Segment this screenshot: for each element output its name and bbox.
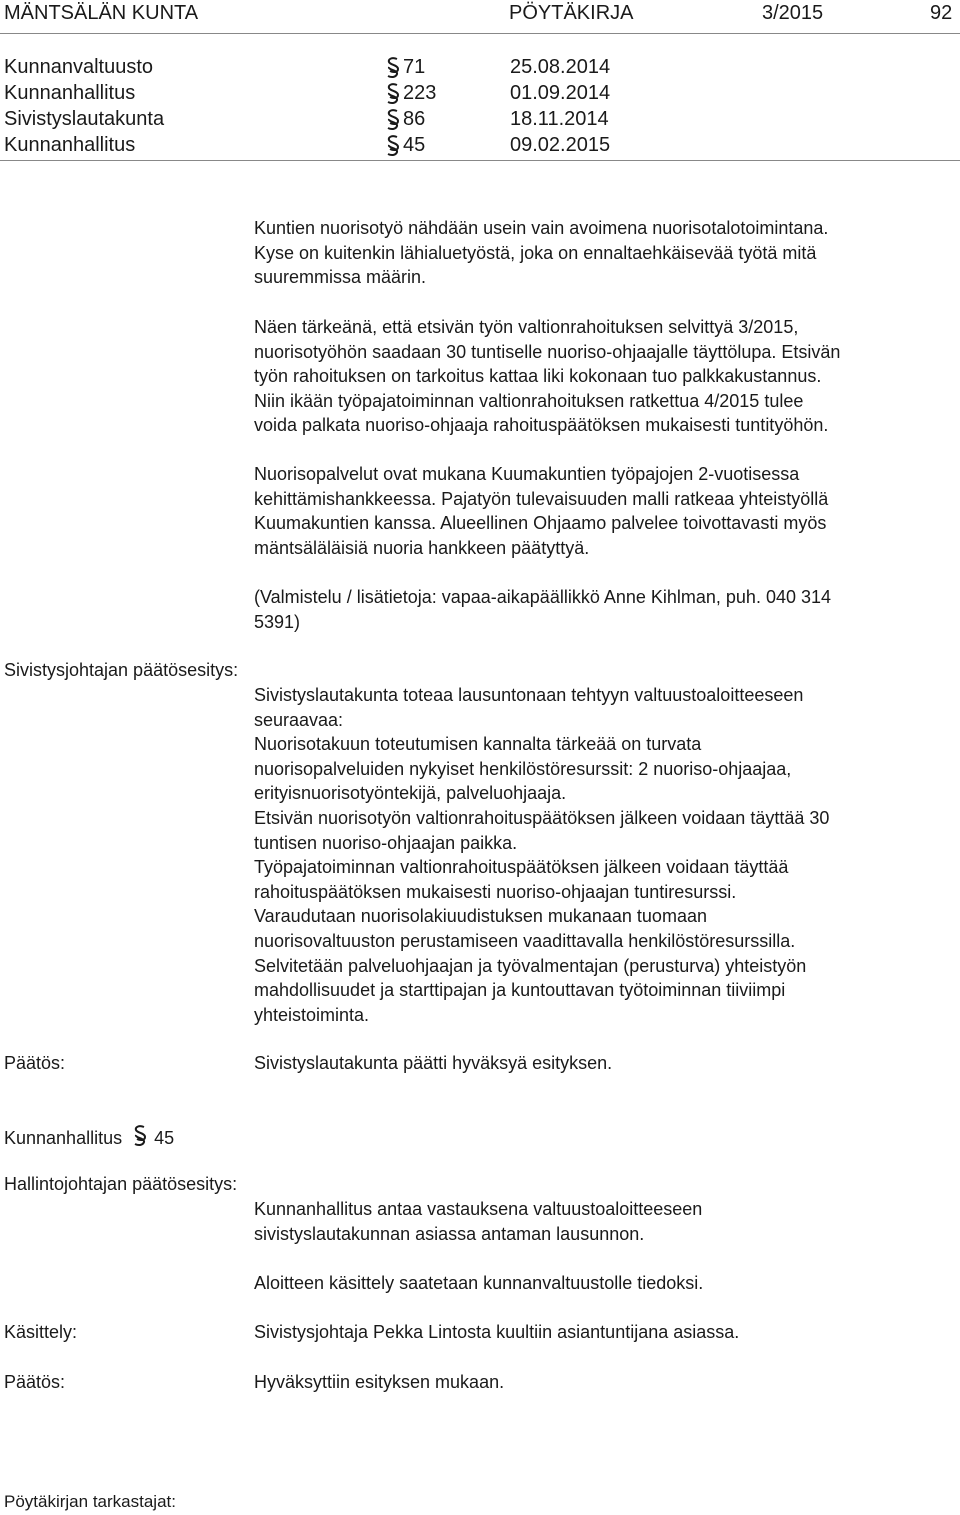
text-line: Niin ikään työpajatoiminnan valtionrahoituksen ratkettua 4/2015 tulee (254, 390, 804, 411)
text-line: voida palkata nuoriso-ohjaaja rahoituspäätöksen mukaisesti tuntityöhön. (254, 415, 829, 436)
text-line: nuorisotyöhön saadaan 30 tuntiselle nuoriso-ohjaajalle täyttölupa. Etsivän (254, 341, 841, 362)
text-line: nuorisovaltuuston perustamiseen vaadittavalla henkilöstöresurssilla. (254, 930, 796, 951)
municipality-name: MÄNTSÄLÄN KUNTA (4, 2, 199, 24)
text-line: Nuorisopalvelut ovat mukana Kuumakuntien työpajojen 2-vuotisessa (254, 464, 800, 484)
reference-body: Sivistyslautakunta (4, 108, 165, 130)
section-sign-icon (384, 108, 402, 134)
paragraph-nuorisotyo (254, 216, 828, 290)
reference-section: 45 (403, 134, 426, 156)
text-line: Etsivän nuorisotyön valtionrahoituspäätöksen jälkeen voidaan täyttää 30 (254, 807, 830, 828)
proposal-label: Sivistysjohtajan päätösesitys: (4, 660, 239, 680)
reference-section: 223 (403, 82, 437, 104)
text-line: Sivistyslautakunta toteaa lausuntonaan tehtyyn valtuustoaloitteeseen (254, 685, 804, 705)
section-sign-icon (384, 134, 402, 160)
text-line: Työpajatoiminnan valtionrahoituspäätöksen jälkeen voidaan täyttää (254, 857, 789, 878)
section-sign-icon (384, 56, 402, 82)
text-line: työn rahoituksen on tarkoitus kattaa liki kokonaan tuo palkkakustannus. (254, 366, 822, 387)
handling-text: Sivistysjohtaja Pekka Lintosta kuultiin asiantuntijana asiassa. (254, 1322, 740, 1342)
decision2-text: Hyväksyttiin esityksen mukaan. (254, 1372, 505, 1392)
decision2-label: Päätös: (4, 1372, 66, 1392)
proposal-text (254, 683, 829, 1027)
reference-body: Kunnanhallitus (4, 134, 136, 156)
reference-date: 01.09.2014 (510, 82, 611, 104)
reference-body: Kunnanvaltuusto (4, 56, 154, 78)
reference-section: 71 (403, 56, 426, 78)
decision-label: Päätös: (4, 1053, 66, 1073)
reference-divider (0, 160, 960, 161)
footer-reviewers-label: Pöytäkirjan tarkastajat: (4, 1492, 176, 1511)
proposal2-extra: Aloitteen käsittely saatetaan kunnanvaltuustolle tiedoksi. (254, 1273, 704, 1293)
text-line: rahoituspäätöksen mukaisesti nuoriso-ohjaajan tuntiresurssi. (254, 881, 737, 902)
text-line: Selvitetään palveluohjaajan ja työvalmentajan (perusturva) yhteistyön (254, 955, 807, 976)
page-number: 92 (930, 2, 953, 24)
text-line: yhteistoiminta. (254, 1004, 370, 1025)
reference-date: 25.08.2014 (510, 56, 611, 78)
text-line: nuorisopalveluiden nykyiset henkilöstöresurssit: 2 nuoriso-ohjaajaa, (254, 758, 792, 779)
section-sign-icon (131, 1124, 149, 1148)
text-line: Kuumakuntien kanssa. Alueellinen Ohjaamo palvelee toivottavasti myös (254, 513, 827, 534)
text-line: suuremmissa määrin. (254, 267, 427, 288)
text-line: (Valmistelu / lisätietoja: vapaa-aikapäällikkö Anne Kihlman, puh. 040 314 (254, 587, 832, 607)
text-line: erityisnuorisotyöntekijä, palveluohjaaja. (254, 783, 567, 804)
text-line: tuntisen nuoriso-ohjaajan paikka. (254, 832, 518, 853)
text-line: Kuntien nuorisotyö nähdään usein vain avoimena nuorisotalotoimintana. (254, 218, 829, 238)
text-line: Nuorisotakuun toteutumisen kannalta tärkeää on turvata (254, 734, 702, 755)
text-line: mahdollisuudet ja starttipajan ja kuntouttavan työtoiminnan tiiviimpi (254, 980, 786, 1001)
text-line: kehittämishankkeessa. Pajatyön tulevaisuuden malli ratkeaa yhteistyöllä (254, 488, 829, 509)
text-line: Kyse on kuitenkin lähialuetyöstä, joka on ennaltaehkäisevää työtä mitä (254, 242, 817, 263)
proposal2-text (254, 1197, 702, 1246)
reference-date: 18.11.2014 (510, 108, 609, 130)
reference-body: Kunnanhallitus (4, 82, 136, 104)
kh-section-heading (4, 1124, 174, 1151)
paragraph-kuumakunnat (254, 462, 828, 560)
document-number: 3/2015 (762, 2, 824, 24)
text-line: Kunnanhallitus antaa vastauksena valtuustoaloitteeseen (254, 1199, 703, 1219)
paragraph-valmistelu (254, 585, 831, 634)
text-line: sivistyslautakunnan asiassa antaman lausunnon. (254, 1223, 645, 1244)
reference-section: 86 (403, 108, 426, 130)
text-line: Näen tärkeänä, että etsivän työn valtionrahoituksen selvittyä 3/2015, (254, 317, 799, 337)
document-type: PÖYTÄKIRJA (509, 2, 634, 24)
header-divider (0, 33, 960, 34)
kh-body: Kunnanhallitus (4, 1128, 123, 1148)
decision-text: Sivistyslautakunta päätti hyväksyä esityksen. (254, 1053, 613, 1073)
text-line: Varaudutaan nuorisolakiuudistuksen mukanaan tuomaan (254, 906, 707, 927)
proposal2-label: Hallintojohtajan päätösesitys: (4, 1174, 238, 1194)
text-line: mäntsäläläisiä nuoria hankkeen päätyttyä. (254, 537, 590, 558)
section-sign-icon (384, 82, 402, 108)
reference-date: 09.02.2015 (510, 134, 611, 156)
text-line: seuraavaa: (254, 709, 344, 730)
paragraph-rahoitus (254, 315, 840, 438)
kh-section-number: 45 (154, 1128, 175, 1148)
text-line: 5391) (254, 611, 301, 632)
handling-label: Käsittely: (4, 1322, 78, 1342)
